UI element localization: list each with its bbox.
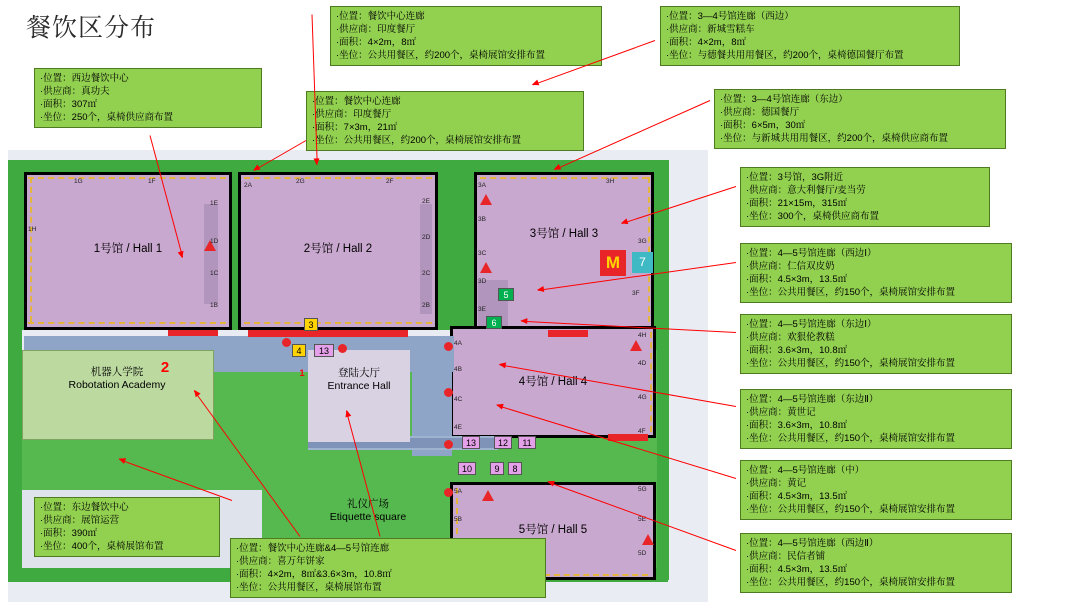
gate-code-2A: 2A bbox=[244, 182, 252, 189]
hall1-dash-left bbox=[30, 177, 32, 322]
map-triangle-2 bbox=[480, 194, 492, 205]
hall1-red-bar bbox=[168, 330, 218, 336]
map-triangle-4 bbox=[630, 340, 642, 351]
callout-line: ·面积：3.6×3m，10.8㎡ bbox=[746, 345, 848, 357]
marker-11[interactable]: 11 bbox=[518, 436, 536, 449]
gate-code-3D: 3D bbox=[478, 278, 487, 285]
gate-code-2D: 2D bbox=[422, 234, 431, 241]
gate-code-4E: 4E bbox=[454, 424, 462, 431]
gate-code-1C: 1C bbox=[210, 270, 219, 277]
hall-3-label: 3号馆 / Hall 3 bbox=[529, 228, 599, 240]
callout-line: ·坐位：与德餐共用用餐区，约200个，桌椅德国餐厅布置 bbox=[666, 50, 904, 62]
gate-code-4D: 4D bbox=[638, 360, 647, 367]
map-triangle-6 bbox=[642, 534, 654, 545]
gate-code-5D: 5D bbox=[638, 550, 647, 557]
gate-code-2F: 2F bbox=[386, 178, 394, 185]
map-triangle-5 bbox=[482, 490, 494, 501]
gate-code-4A: 4A bbox=[454, 340, 462, 347]
callout-line: ·位置：4—5号馆连廊（西边Ⅰ） bbox=[746, 248, 877, 259]
mcdonalds-icon: M bbox=[600, 250, 626, 276]
callout-line: ·供应商：黄记 bbox=[746, 478, 807, 490]
callout-line: ·供应商：意大利餐厅/麦当劳 bbox=[746, 185, 866, 197]
callout-line: ·供应商：印度餐厅 bbox=[336, 24, 416, 36]
gate-code-3E: 3E bbox=[478, 306, 486, 313]
gate-code-1F: 1F bbox=[148, 178, 156, 185]
grass-band-left-lower bbox=[8, 330, 22, 582]
callout-line: ·位置：4—5号馆连廊（东边Ⅰ） bbox=[746, 319, 877, 330]
callout-hall45-corridor-east1[interactable] bbox=[740, 314, 1012, 374]
map-dot-3 bbox=[444, 388, 453, 397]
marker-5[interactable]: 5 bbox=[498, 288, 514, 301]
callout-line: ·位置：餐饮中心连廊 bbox=[336, 11, 425, 22]
gate-code-2E: 2E bbox=[422, 198, 430, 205]
callout-line: ·坐位：公共用餐区，桌椅展馆布置 bbox=[236, 582, 382, 594]
hall-4-label: 4号馆 / Hall 4 bbox=[518, 376, 588, 388]
marker-6[interactable]: 6 bbox=[486, 316, 502, 329]
hall2-red-bar bbox=[248, 330, 408, 337]
callout-line: ·面积：4×2m，8㎡&3.6×3m，10.8㎡ bbox=[236, 569, 392, 581]
gate-code-3B: 3B bbox=[478, 216, 486, 223]
marker-13b[interactable]: 13 bbox=[462, 436, 480, 449]
hall3-red-bar bbox=[548, 330, 588, 337]
robotation-academy-label: 机器人学院 Robotation Academy bbox=[68, 366, 166, 392]
hall1-partition bbox=[204, 204, 218, 304]
gate-code-3F: 3F bbox=[632, 290, 640, 297]
callout-line: ·供应商：仁信双皮奶 bbox=[746, 261, 835, 273]
callout-line: ·面积：4.5×3m，13.5㎡ bbox=[746, 491, 848, 503]
hall2-dash-top bbox=[244, 177, 432, 179]
callout-line: ·供应商：展馆运营 bbox=[40, 515, 120, 527]
callout-line: ·面积：6×5m，30㎡ bbox=[720, 120, 806, 132]
callout-line: ·坐位：300个，桌椅供应商布置 bbox=[746, 211, 880, 223]
callout-line: ·位置：西边餐饮中心 bbox=[40, 73, 129, 84]
gate-code-4H: 4H bbox=[638, 332, 647, 339]
callout-line: ·坐位：公共用餐区，约200个，桌椅展馆安排布置 bbox=[312, 135, 522, 147]
callout-corridor-xiwannian[interactable] bbox=[230, 538, 546, 598]
hall2-dash-bottom bbox=[244, 322, 432, 324]
callout-line: ·供应商：欢狠伦教糕 bbox=[746, 332, 835, 344]
callout-line: ·坐位：公共用餐区，约150个，桌椅展馆安排布置 bbox=[746, 577, 956, 589]
callout-line: ·坐位：公共用餐区，约200个，桌椅展馆安排布置 bbox=[336, 50, 546, 62]
callout-catering-corridor-india[interactable] bbox=[306, 91, 584, 151]
callout-line: ·坐位：400个，桌椅展馆布置 bbox=[40, 541, 164, 553]
callout-hall34-corridor-east[interactable] bbox=[714, 89, 1006, 149]
callout-line: ·位置：餐饮中心连廊 bbox=[312, 96, 401, 107]
callout-hall45-corridor-west1[interactable] bbox=[740, 243, 1012, 303]
callout-line: ·位置：4—5号馆连廊（西边Ⅱ） bbox=[746, 538, 879, 549]
callout-line: ·坐位：250个，桌椅供应商布置 bbox=[40, 112, 174, 124]
map-dot-5 bbox=[444, 488, 453, 497]
hall3-dash-top bbox=[480, 177, 648, 179]
callout-line: ·供应商：黄世记 bbox=[746, 407, 816, 419]
marker-12[interactable]: 12 bbox=[494, 436, 512, 449]
callout-line: ·面积：307㎡ bbox=[40, 99, 98, 111]
callout-line: ·位置：东边餐饮中心 bbox=[40, 502, 129, 513]
callout-hall34-corridor-west[interactable] bbox=[660, 6, 960, 66]
callout-catering-corridor-public[interactable] bbox=[330, 6, 602, 66]
callout-line: ·坐位：与新城共用用餐区，约200个，桌椅供应商布置 bbox=[720, 133, 949, 145]
callout-east-catering-center[interactable] bbox=[34, 497, 220, 557]
callout-line: ·坐位：公共用餐区，约150个，桌椅展馆安排布置 bbox=[746, 433, 956, 445]
callout-line: ·位置：3号馆，3G附近 bbox=[746, 172, 844, 183]
marker-4[interactable]: 4 bbox=[292, 344, 306, 357]
callout-line: ·供应商：民信者铺 bbox=[746, 551, 826, 563]
marker-8[interactable]: 8 bbox=[508, 462, 522, 475]
callout-line: ·供应商：印度餐厅 bbox=[312, 109, 392, 121]
callout-line: ·供应商：喜万年饼家 bbox=[236, 556, 325, 568]
callout-line: ·面积：390㎡ bbox=[40, 528, 98, 540]
callout-west-catering-center[interactable] bbox=[34, 68, 262, 128]
gate-code-3H: 3H bbox=[606, 178, 615, 185]
gate-code-5G: 5G bbox=[638, 486, 647, 493]
map-dot-1 bbox=[282, 338, 291, 347]
hall-2-label: 2号馆 / Hall 2 bbox=[303, 243, 373, 255]
callout-line: ·位置：3—4号馆连廊（西边） bbox=[666, 11, 794, 22]
callout-line: ·坐位：公共用餐区，约150个，桌椅展馆安排布置 bbox=[746, 287, 956, 299]
marker-9[interactable]: 9 bbox=[490, 462, 504, 475]
gate-code-2G: 2G bbox=[296, 178, 305, 185]
callout-line: ·面积：4×2m，8㎡ bbox=[336, 37, 416, 49]
entrance-hall-area bbox=[308, 350, 410, 442]
map-dot-6 bbox=[338, 344, 347, 353]
gate-code-1D: 1D bbox=[210, 238, 219, 245]
callout-line: ·位置：3—4号馆连廊（东边） bbox=[720, 94, 848, 105]
gate-code-4F: 4F bbox=[638, 428, 646, 435]
marker-2[interactable]: 2 bbox=[160, 359, 170, 376]
gate-code-3C: 3C bbox=[478, 250, 487, 257]
callout-hall45-corridor-east2[interactable] bbox=[740, 389, 1012, 449]
page-title: 餐饮区分布 bbox=[26, 14, 157, 42]
callout-line: ·供应商：新城雪糕车 bbox=[666, 24, 755, 36]
gate-code-3G: 3G bbox=[638, 238, 647, 245]
gate-code-1G: 1G bbox=[74, 178, 83, 185]
hall3-dash-right bbox=[648, 177, 650, 322]
callout-hall45-corridor-west2[interactable] bbox=[740, 533, 1012, 593]
entrance-hall-label: 登陆大厅 Entrance Hall bbox=[327, 367, 391, 393]
map-dot-4 bbox=[444, 440, 453, 449]
callout-line: ·位置：4—5号馆连廊（中） bbox=[746, 465, 865, 476]
hall-1-label: 1号馆 / Hall 1 bbox=[93, 243, 163, 255]
gate-code-3A: 3A bbox=[478, 182, 486, 189]
callout-line: ·面积：3.6×3m，10.8㎡ bbox=[746, 420, 848, 432]
hall1-dash-bottom bbox=[28, 322, 226, 324]
gate-code-1E: 1E bbox=[210, 200, 218, 207]
callout-line: ·供应商：德国餐厅 bbox=[720, 107, 800, 119]
callout-line: ·位置：4—5号馆连廊（东边Ⅱ） bbox=[746, 394, 879, 405]
gate-code-4B: 4B bbox=[454, 366, 462, 373]
gate-code-2C: 2C bbox=[422, 270, 431, 277]
gate-code-5B: 5B bbox=[454, 516, 462, 523]
callout-line: ·面积：4.5×3m，13.5㎡ bbox=[746, 564, 848, 576]
callout-line: ·供应商：真功夫 bbox=[40, 86, 110, 98]
callout-line: ·位置：餐饮中心连廊&4—5号馆连廊 bbox=[236, 543, 390, 554]
marker-1[interactable]: 1 bbox=[299, 368, 305, 378]
callout-hall45-corridor-mid[interactable] bbox=[740, 460, 1012, 520]
marker-3[interactable]: 3 bbox=[304, 318, 318, 331]
robotation-academy-area bbox=[22, 350, 214, 440]
hall4-dash-right bbox=[650, 332, 652, 432]
callout-line: ·坐位：公共用餐区，约150个，桌椅展馆安排布置 bbox=[746, 358, 956, 370]
hall1-dash-top bbox=[28, 177, 226, 179]
callout-line: ·坐位：公共用餐区，约150个，桌椅展馆安排布置 bbox=[746, 504, 956, 516]
gate-code-5E: 5E bbox=[638, 516, 646, 523]
callout-line: ·面积：7×3m，21㎡ bbox=[312, 122, 398, 134]
gate-code-2B: 2B bbox=[422, 302, 430, 309]
hall2-partition bbox=[420, 204, 432, 314]
hall-5-label: 5号馆 / Hall 5 bbox=[518, 524, 588, 536]
etiquette-square-label: 礼仪广场 Etiquette square bbox=[329, 498, 407, 524]
gate-code-5A: 5A bbox=[454, 488, 462, 495]
marker-10[interactable]: 10 bbox=[458, 462, 476, 475]
callout-hall3-near-3g[interactable] bbox=[740, 167, 990, 227]
gate-code-4C: 4C bbox=[454, 396, 463, 403]
marker-7[interactable]: 7 bbox=[632, 252, 653, 273]
callout-line: ·面积：4×2m，8㎡ bbox=[666, 37, 746, 49]
gate-code-4G: 4G bbox=[638, 394, 647, 401]
map-dot-2 bbox=[444, 342, 453, 351]
map-triangle-3 bbox=[480, 262, 492, 273]
callout-line: ·面积：21×15m，315㎡ bbox=[746, 198, 848, 210]
gate-code-1B: 1B bbox=[210, 302, 218, 309]
gate-code-1H: 1H bbox=[28, 226, 37, 233]
callout-line: ·面积：4.5×3m，13.5㎡ bbox=[746, 274, 848, 286]
marker-13[interactable]: 13 bbox=[314, 344, 334, 357]
